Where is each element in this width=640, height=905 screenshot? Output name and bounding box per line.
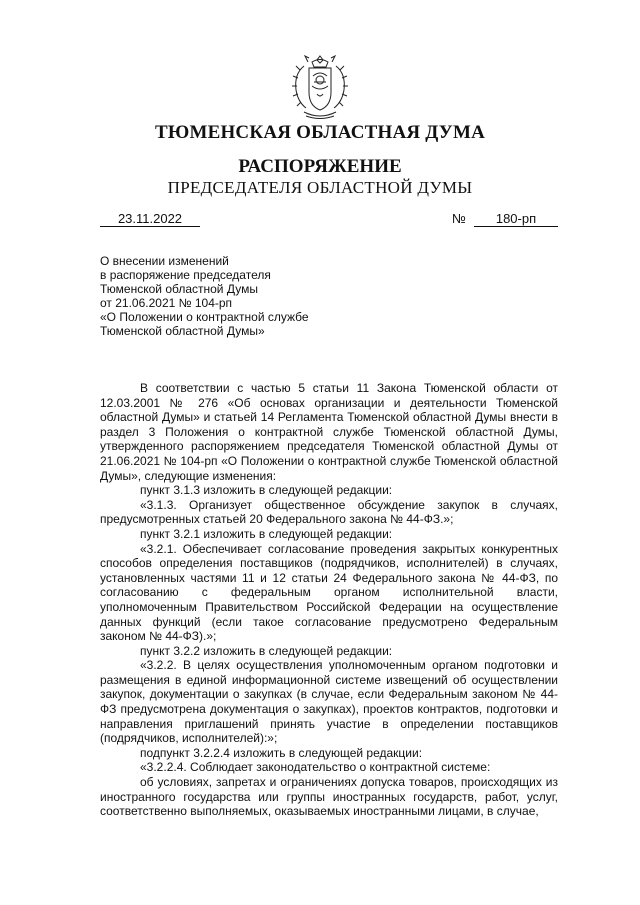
body-paragraph: «3.2.1. Обеспечивает согласование проведения закрытых конкурентных способов определения поставщиков (подрядчиков, исполнителей) в случаях, установленных частями 11 и 12 статьи 24 Федерального закона № 44-ФЗ, по согласованию с федеральным органом исполнительной власти, уполномоченным Правительством Российской Федерации на осуществление данных функций (если такое согласование предусмотрено Федеральным законом № 44-ФЗ).»; bbox=[100, 541, 558, 644]
subject-line: Тюменской областной Думы» bbox=[100, 324, 265, 338]
subject-line: О внесении изменений bbox=[100, 254, 229, 268]
body-paragraph: «3.1.3. Организует общественное обсуждение закупок в случаях, предусмотренных статьей 20 Федерального закона № 44-ФЗ.»; bbox=[100, 497, 558, 527]
subject-block bbox=[100, 254, 360, 338]
body-paragraph: пункт 3.1.3 изложить в следующей редакции: bbox=[140, 483, 393, 498]
body-paragraph: «3.2.2. В целях осуществления уполномоченным органом подготовки и размещения в единой информационной системе извещений об осуществлении закупок, документации о закупках (в случае, если Федеральным законом № 44-ФЗ предусмотрена документация о закупках), проектов контрактов, подготовки и направления приглашений принять участие в определении поставщиков (подрядчиков, исполнителей):»; bbox=[100, 658, 558, 746]
subject-line: в распоряжение председателя bbox=[100, 268, 271, 282]
body-paragraph: пункт 3.2.2 изложить в следующей редакции: bbox=[140, 643, 393, 658]
body-paragraph: пункт 3.2.1 изложить в следующей редакции: bbox=[140, 526, 393, 541]
body-paragraph: «3.2.2.4. Соблюдает законодательство о контрактной системе: bbox=[140, 760, 491, 775]
document-date: 23.11.2022 bbox=[100, 211, 200, 227]
subject-line: от 21.06.2021 № 104-рп bbox=[100, 296, 233, 310]
body-paragraph: подпункт 3.2.2.4 изложить в следующей редакции: bbox=[140, 745, 423, 760]
tyumen-coat-of-arms-icon bbox=[284, 52, 356, 122]
body-paragraph: об условиях, запретах и ограничениях допуска товаров, происходящих из иностранного государства или группы иностранных государств, работ, услуг, соответственно выполняемых, оказываемых иностранными лицами, в случае, bbox=[100, 775, 558, 819]
document-body bbox=[100, 381, 558, 819]
document-subtitle: ПРЕДСЕДАТЕЛЯ ОБЛАСТНОЙ ДУМЫ bbox=[167, 178, 473, 197]
document-number-label: № bbox=[452, 211, 466, 226]
organization-title: ТЮМЕНСКАЯ ОБЛАСТНАЯ ДУМА bbox=[154, 122, 485, 143]
document-type-title: РАСПОРЯЖЕНИЕ bbox=[238, 156, 402, 177]
subject-line: «О Положении о контрактной службе bbox=[100, 310, 309, 324]
subject-line: Тюменской областной Думы bbox=[100, 282, 258, 296]
body-paragraph: В соответствии с частью 5 статьи 11 Закона Тюменской области от 12.03.2001 № 276 «Об основах организации и деятельности Тюменской областной Думы» и статьей 14 Регламента Тюменской областной Думы внести в раздел 3 Положения о контрактной службе Тюменской областной Думы, утвержденного распоряжением председателя Тюменской областной Думы от 21.06.2021 № 104-рп «О Положении о контрактной службе Тюменской областной Думы», следующие изменения: bbox=[100, 381, 558, 483]
document-number: 180-рп bbox=[474, 211, 558, 227]
